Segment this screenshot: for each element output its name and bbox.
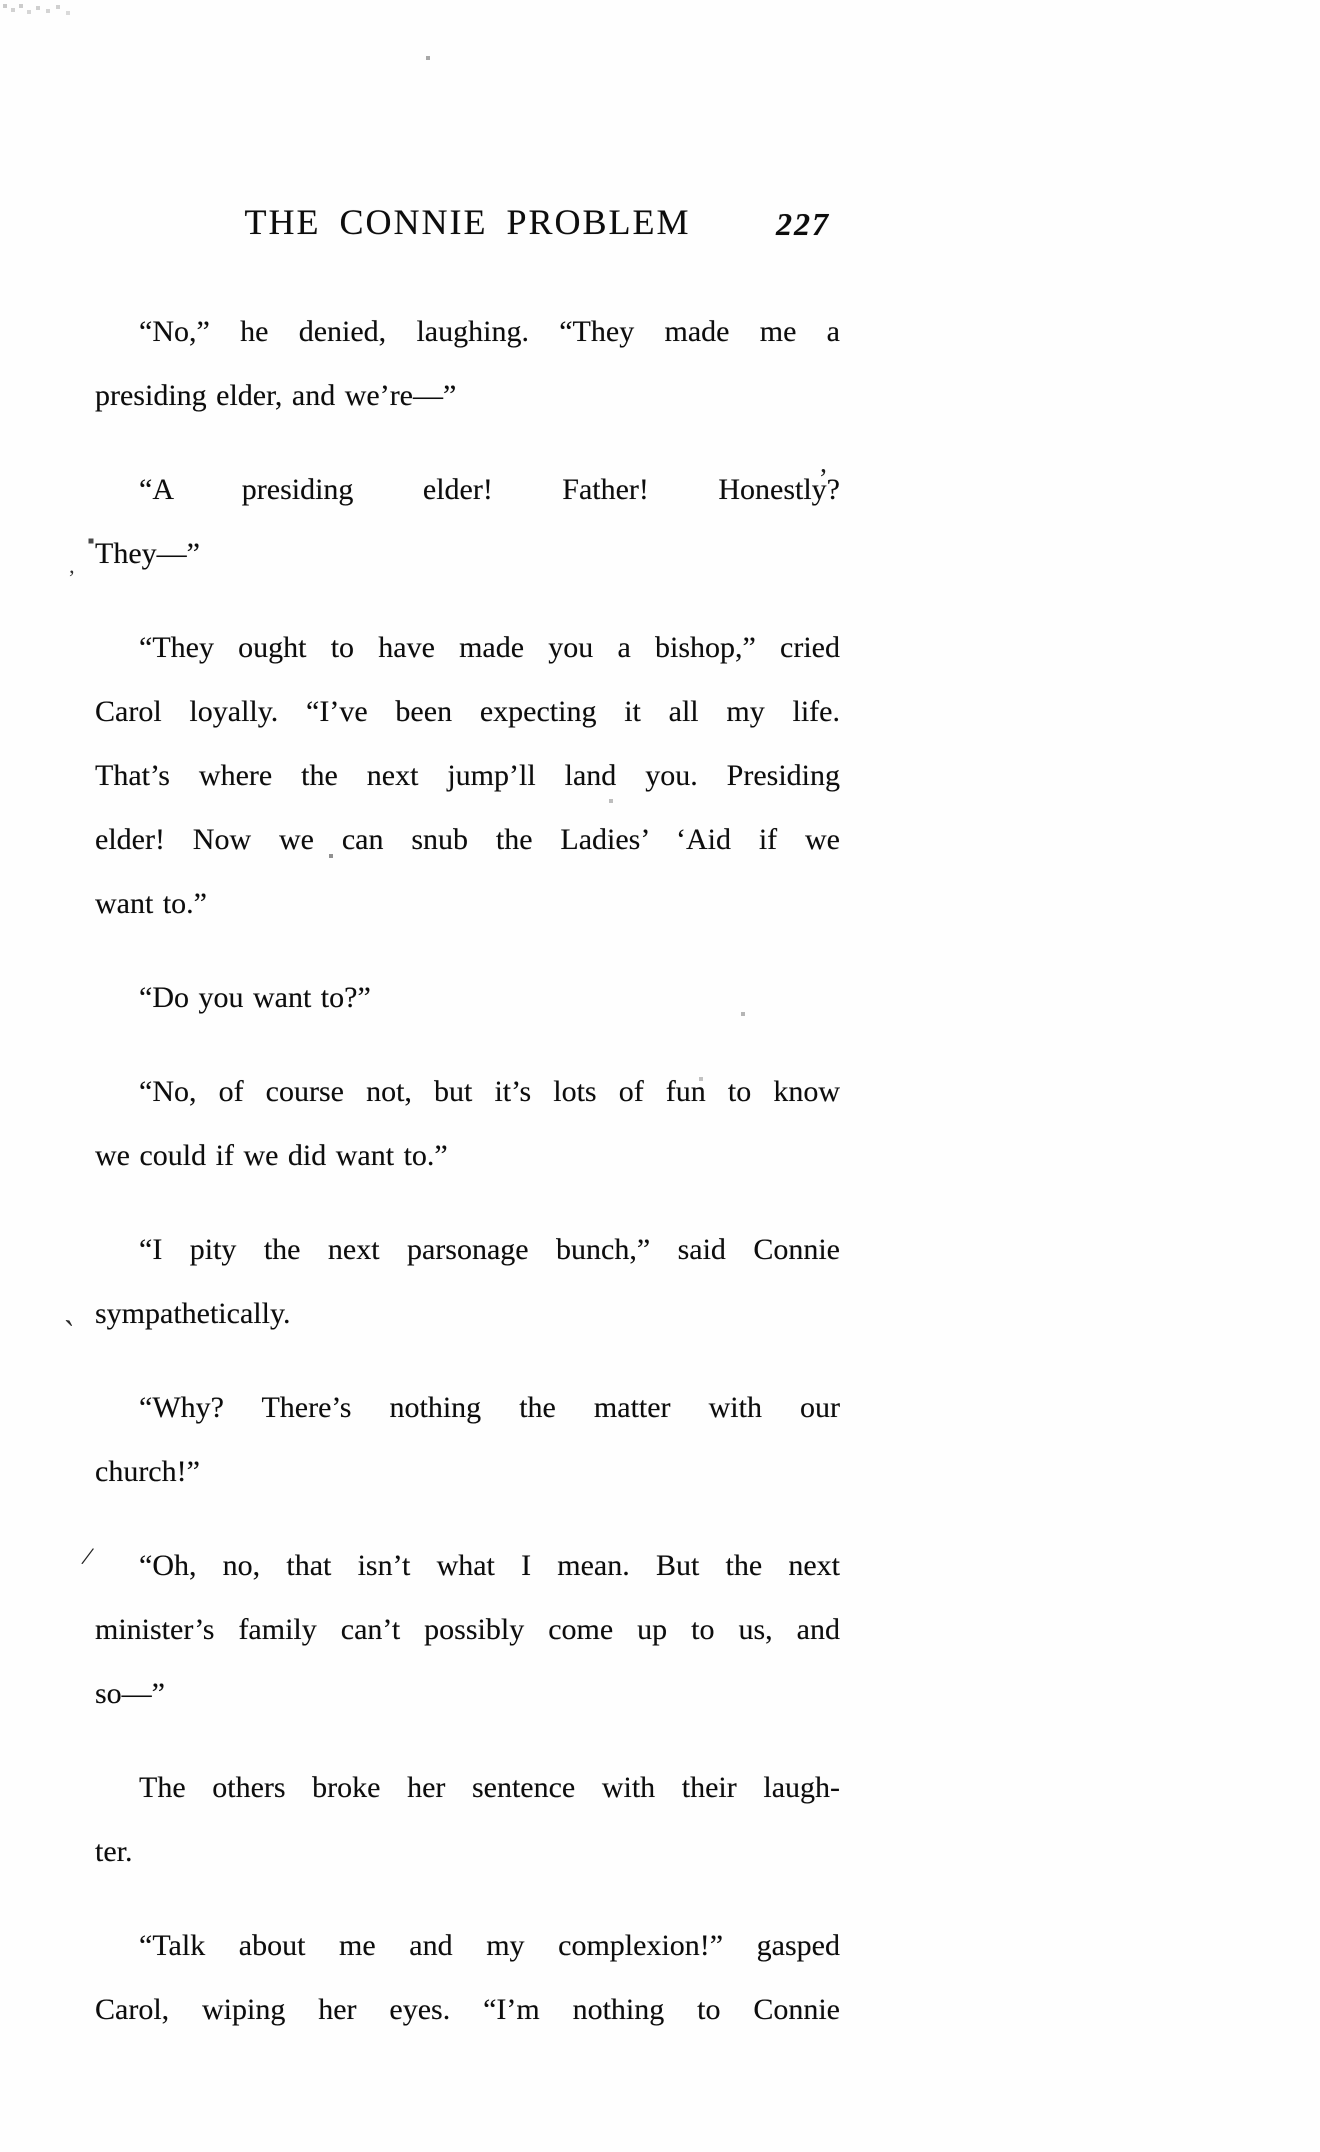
- text-line: “Oh, no, that isn’t what I mean. But the next: [139, 1549, 840, 1582]
- text-line: “I pity the next parsonage bunch,” said Connie: [139, 1233, 840, 1266]
- running-header: [95, 198, 840, 250]
- text-line: elder! Now we can snub the Ladies’ ‘Aid if we: [95, 823, 840, 856]
- text-line: That’s where the next jump’ll land you. Presiding: [95, 759, 840, 792]
- text-line: “No, of course not, but it’s lots of fun to know: [139, 1075, 840, 1108]
- text-line: Carol, wiping her eyes. “I’m nothing to Connie: [95, 1993, 840, 2026]
- text-column: [95, 198, 840, 2026]
- text-line: “Talk about me and my complexion!” gasped: [139, 1929, 840, 1962]
- text-line: The others broke her sentence with their laugh-: [139, 1771, 840, 1804]
- chapter-title: THE CONNIE PROBLEM: [244, 202, 691, 242]
- text-line: “A presiding elder! Father! Honestly?: [139, 473, 840, 506]
- text-line: “Do you want to?”: [139, 981, 371, 1014]
- text-line: presiding elder, and we’re—”: [95, 379, 457, 412]
- scan-artifact: ,: [820, 448, 827, 479]
- text-line: “They ought to have made you a bishop,” cried: [139, 631, 840, 664]
- page-number: 227: [776, 206, 830, 242]
- scan-artifact: ’: [68, 565, 76, 590]
- text-line: Carol loyally. “I’ve been expecting it all my life.: [95, 695, 840, 728]
- text-line: ter.: [95, 1835, 133, 1868]
- text-line: “Why? There’s nothing the matter with our: [139, 1391, 840, 1424]
- scan-artifact: /: [79, 1540, 96, 1572]
- text-line: church!”: [95, 1455, 200, 1488]
- text-line: we could if we did want to.”: [95, 1139, 448, 1172]
- scan-speckles: [0, 0, 2, 2]
- text-line: They—”: [95, 537, 200, 570]
- text-line: sympathetically.: [95, 1297, 291, 1330]
- text-line: minister’s family can’t possibly come up to us, and: [95, 1613, 840, 1646]
- text-line: “No,” he denied, laughing. “They made me a: [139, 315, 840, 348]
- scan-artifact: `: [59, 1314, 76, 1353]
- text-line: so—”: [95, 1677, 165, 1710]
- text-line: want to.”: [95, 887, 207, 920]
- body-text: [95, 300, 840, 2072]
